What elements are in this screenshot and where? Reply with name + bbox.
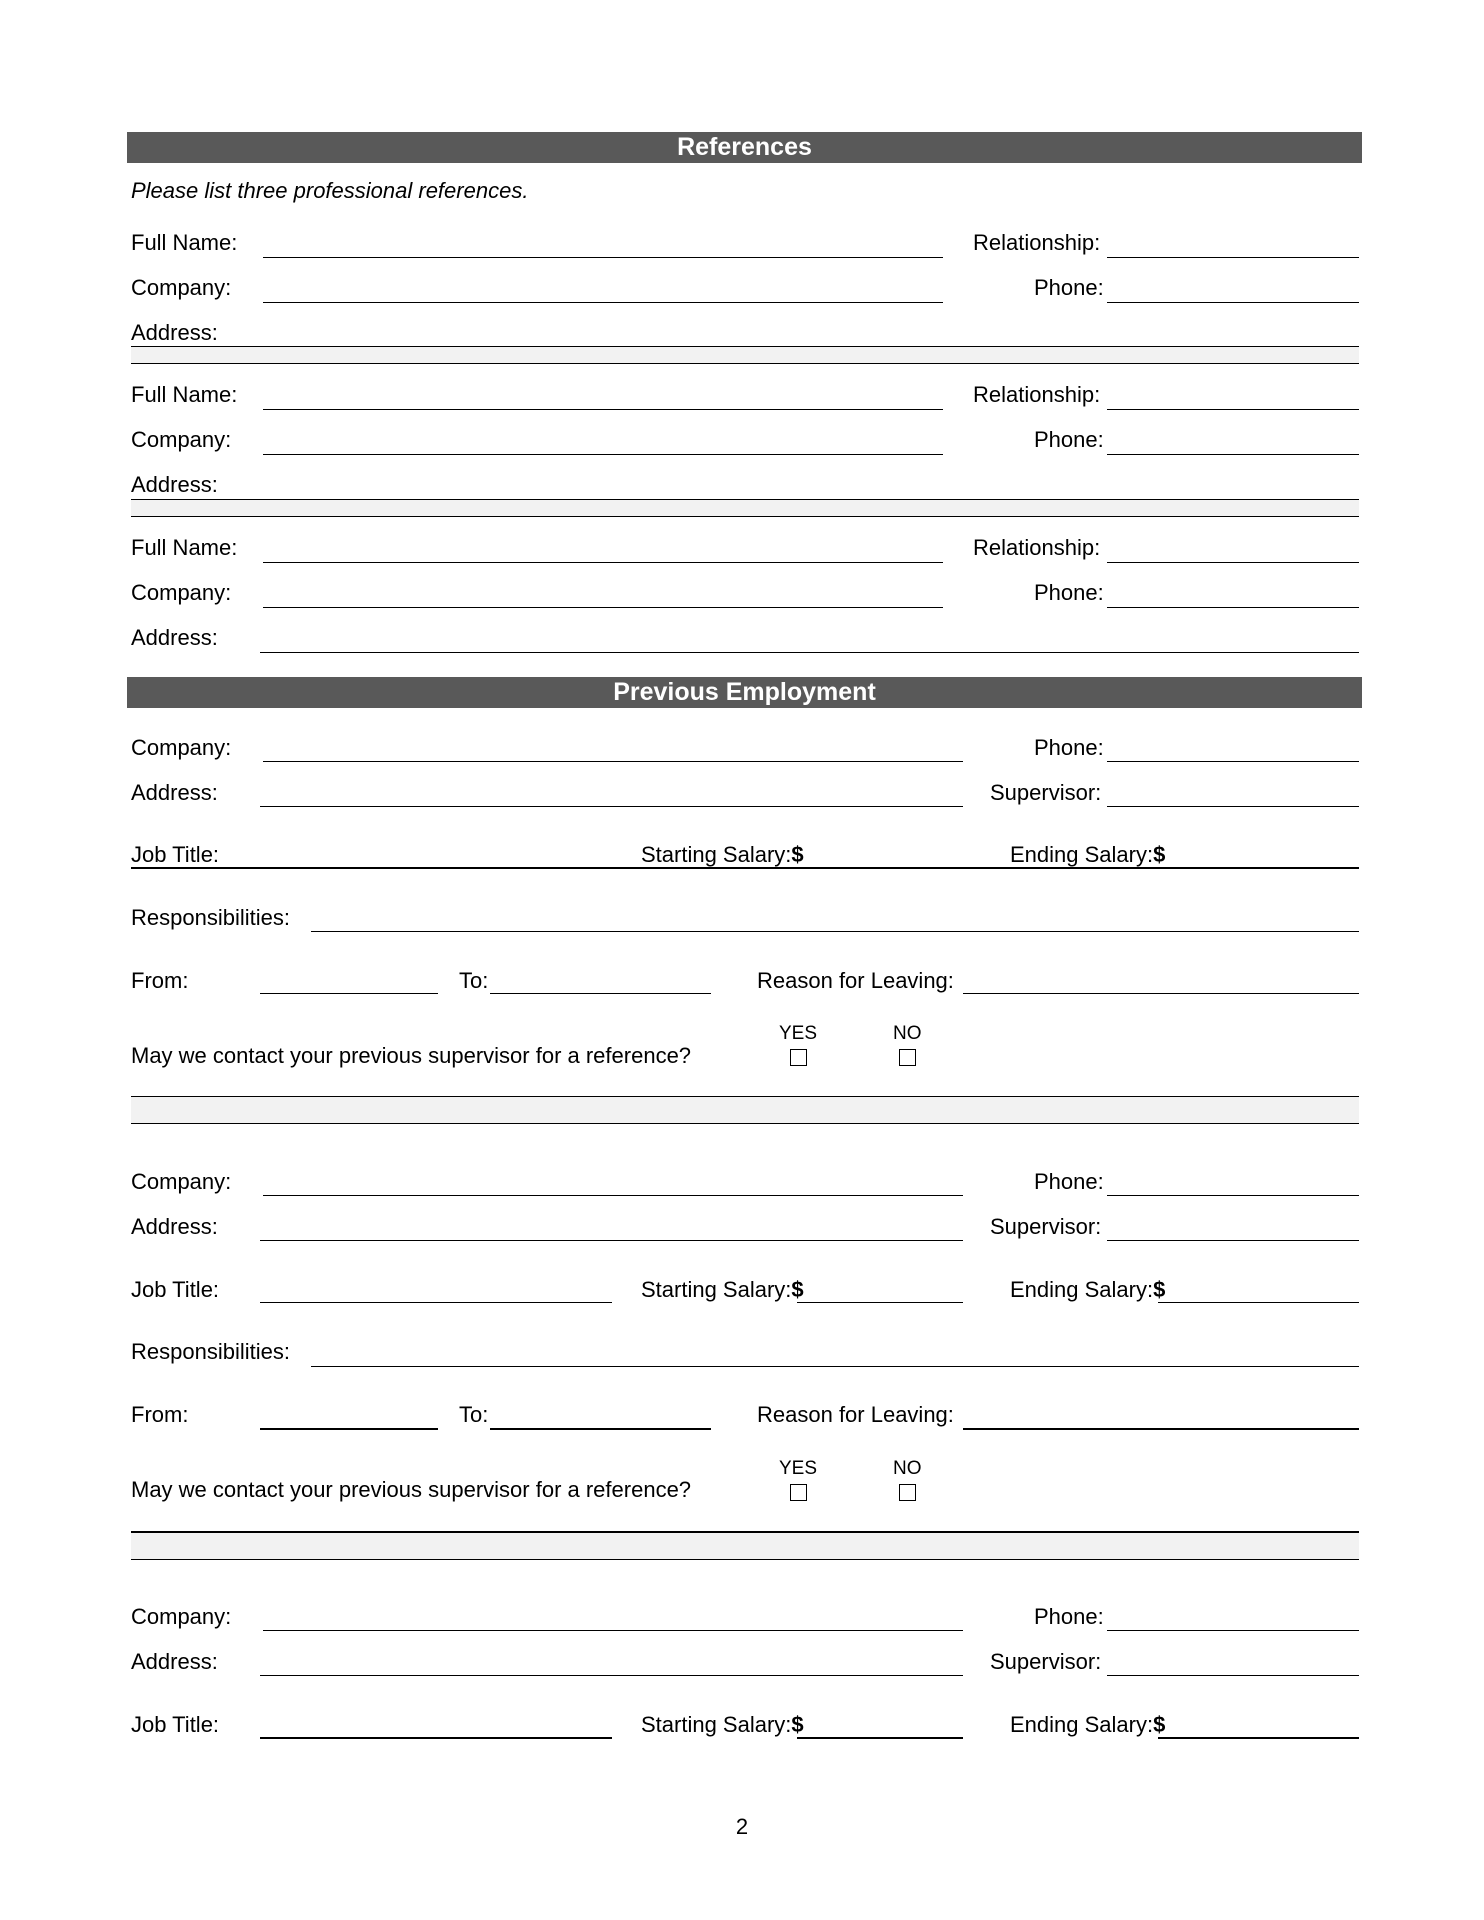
supervisor-label: Supervisor: xyxy=(990,1649,1102,1674)
to-label: To: xyxy=(459,1402,489,1427)
company-label: Company: xyxy=(131,1169,232,1194)
from-field[interactable] xyxy=(260,993,438,994)
full-name-label: Full Name: xyxy=(131,230,238,255)
address-label: Address: xyxy=(131,1214,218,1239)
company-field[interactable] xyxy=(263,302,943,303)
yes-label: YES xyxy=(779,1023,818,1044)
supervisor-field[interactable] xyxy=(1107,806,1359,807)
phone-label: Phone: xyxy=(1034,1604,1104,1629)
ending-salary-field[interactable] xyxy=(1158,1302,1359,1303)
address-label: Address: xyxy=(131,1649,218,1674)
no-label: NO xyxy=(893,1458,922,1479)
relationship-field[interactable] xyxy=(1107,562,1359,563)
relationship-label: Relationship: xyxy=(973,230,1101,255)
phone-field[interactable] xyxy=(1107,1195,1359,1196)
phone-label: Phone: xyxy=(1034,427,1104,452)
job-title-label: Job Title: xyxy=(131,842,220,867)
full-name-label: Full Name: xyxy=(131,535,238,560)
company-field[interactable] xyxy=(263,761,963,762)
reason-for-leaving-label: Reason for Leaving: xyxy=(757,1402,954,1427)
phone-label: Phone: xyxy=(1034,275,1104,300)
yes-label: YES xyxy=(779,1458,818,1479)
to-field[interactable] xyxy=(490,1428,711,1430)
starting-salary-label: Starting Salary:$ xyxy=(641,1277,804,1302)
supervisor-field[interactable] xyxy=(1107,1675,1359,1676)
from-field[interactable] xyxy=(260,1428,438,1430)
to-field[interactable] xyxy=(490,993,711,994)
section-separator xyxy=(131,1096,1359,1124)
phone-label: Phone: xyxy=(1034,580,1104,605)
phone-field[interactable] xyxy=(1107,454,1359,455)
ending-salary-label: Ending Salary:$ xyxy=(1010,1277,1166,1302)
job-title-field[interactable] xyxy=(260,1302,612,1303)
from-label: From: xyxy=(131,1402,189,1427)
starting-salary-field[interactable] xyxy=(797,1302,963,1303)
job-title-label: Job Title: xyxy=(131,1277,220,1302)
company-field[interactable] xyxy=(263,454,943,455)
phone-label: Phone: xyxy=(1034,1169,1104,1194)
from-label: From: xyxy=(131,968,189,993)
full-name-field[interactable] xyxy=(263,257,943,258)
references-header: References xyxy=(127,132,1362,163)
job-title-field[interactable] xyxy=(260,1737,612,1739)
page-number: 2 xyxy=(735,1814,749,1839)
phone-field[interactable] xyxy=(1107,607,1359,608)
contact-yes-checkbox[interactable] xyxy=(790,1049,807,1066)
relationship-field[interactable] xyxy=(1107,257,1359,258)
company-field[interactable] xyxy=(263,607,943,608)
supervisor-label: Supervisor: xyxy=(990,780,1102,805)
address-field[interactable] xyxy=(260,806,963,807)
contact-no-checkbox[interactable] xyxy=(899,1484,916,1501)
responsibilities-label: Responsibilities: xyxy=(131,1339,290,1364)
starting-salary-field[interactable] xyxy=(797,1737,963,1739)
company-field[interactable] xyxy=(263,1630,963,1631)
company-label: Company: xyxy=(131,735,232,760)
no-label: NO xyxy=(893,1023,922,1044)
ending-salary-label: Ending Salary:$ xyxy=(1010,842,1166,867)
ending-salary-label: Ending Salary:$ xyxy=(1010,1712,1166,1737)
contact-question: May we contact your previous supervisor for a reference? xyxy=(131,1477,692,1502)
full-name-label: Full Name: xyxy=(131,382,238,407)
full-name-field[interactable] xyxy=(263,562,943,563)
references-instructions: Please list three professional references. xyxy=(131,178,529,203)
job-title-label: Job Title: xyxy=(131,1712,220,1737)
starting-salary-label: Starting Salary:$ xyxy=(641,1712,804,1737)
address-label: Address: xyxy=(131,320,218,345)
supervisor-label: Supervisor: xyxy=(990,1214,1102,1239)
address-label: Address: xyxy=(131,625,218,650)
supervisor-field[interactable] xyxy=(1107,1240,1359,1241)
reason-for-leaving-field[interactable] xyxy=(963,1428,1359,1430)
job-title-salary-field[interactable] xyxy=(131,867,1359,869)
phone-field[interactable] xyxy=(1107,1630,1359,1631)
to-label: To: xyxy=(459,968,489,993)
contact-no-checkbox[interactable] xyxy=(899,1049,916,1066)
full-name-field[interactable] xyxy=(263,409,943,410)
starting-salary-label: Starting Salary:$ xyxy=(641,842,804,867)
reason-for-leaving-field[interactable] xyxy=(963,993,1359,994)
reason-for-leaving-label: Reason for Leaving: xyxy=(757,968,954,993)
company-label: Company: xyxy=(131,1604,232,1629)
company-label: Company: xyxy=(131,427,232,452)
phone-field[interactable] xyxy=(1107,302,1359,303)
reference-address-field[interactable] xyxy=(131,346,1359,364)
address-field[interactable] xyxy=(260,1675,963,1676)
relationship-label: Relationship: xyxy=(973,535,1101,560)
company-field[interactable] xyxy=(263,1195,963,1196)
responsibilities-label: Responsibilities: xyxy=(131,905,290,930)
reference-address-field[interactable] xyxy=(260,652,1359,653)
contact-yes-checkbox[interactable] xyxy=(790,1484,807,1501)
phone-label: Phone: xyxy=(1034,735,1104,760)
responsibilities-field[interactable] xyxy=(311,931,1359,932)
address-label: Address: xyxy=(131,472,218,497)
phone-field[interactable] xyxy=(1107,761,1359,762)
relationship-label: Relationship: xyxy=(973,382,1101,407)
address-label: Address: xyxy=(131,780,218,805)
previous-employment-header: Previous Employment xyxy=(127,677,1362,708)
contact-question: May we contact your previous supervisor for a reference? xyxy=(131,1043,692,1068)
relationship-field[interactable] xyxy=(1107,409,1359,410)
section-separator xyxy=(131,1531,1359,1560)
company-label: Company: xyxy=(131,580,232,605)
address-field[interactable] xyxy=(260,1240,963,1241)
reference-address-field[interactable] xyxy=(131,499,1359,517)
responsibilities-field[interactable] xyxy=(311,1366,1359,1367)
company-label: Company: xyxy=(131,275,232,300)
ending-salary-field[interactable] xyxy=(1158,1737,1359,1739)
